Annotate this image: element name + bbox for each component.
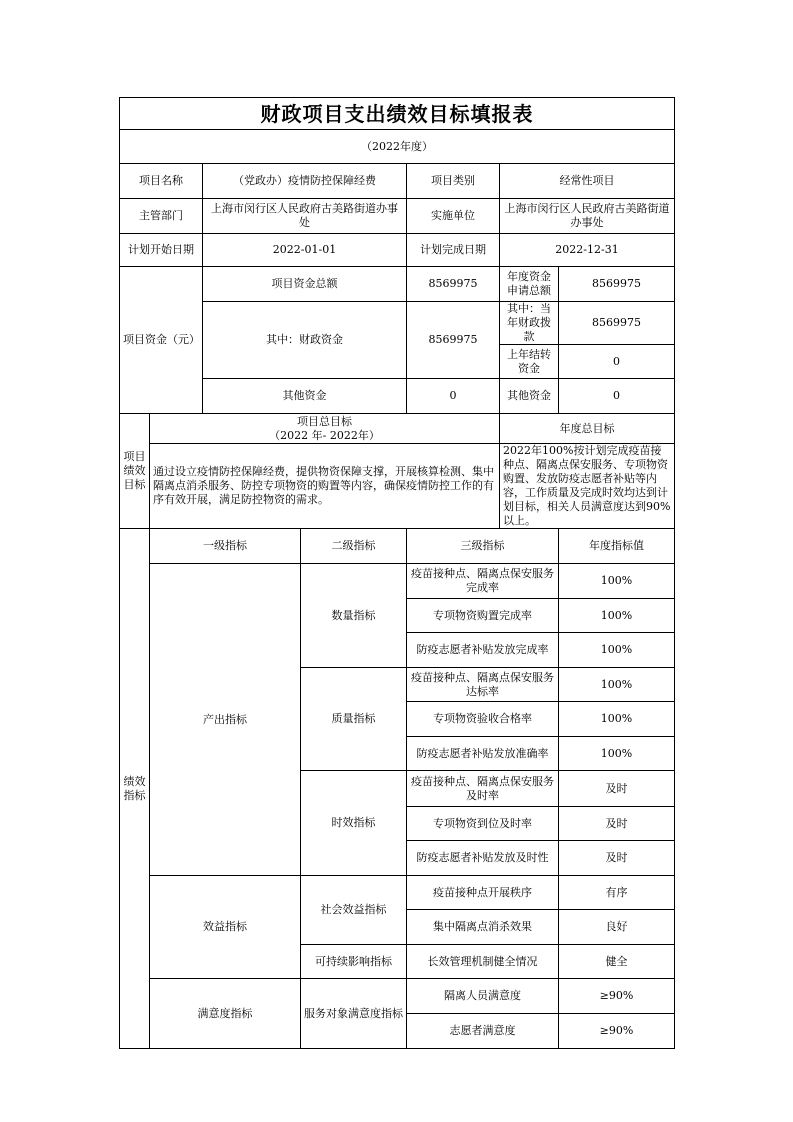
overall-goal-text: 通过设立疫情防控保障经费，提供物资保障支撑，开展核算检测、集中隔离点消杀服务、防控专项物资的购置等内容，确保疫情防控工作的有序有效开展，满足防控物资的需求。 xyxy=(150,444,500,529)
department-label: 主管部门 xyxy=(120,199,203,234)
indicator-name: 防疫志愿者补贴发放完成率 xyxy=(407,633,559,668)
indicator-name: 专项物资购置完成率 xyxy=(407,599,559,633)
indicator-name: 疫苗接种点开展秩序 xyxy=(407,876,559,910)
form-title: 财政项目支出绩效目标填报表 xyxy=(120,98,675,130)
overall-goal-period: （2022 年- 2022年） xyxy=(269,428,380,442)
goals-label: 项目绩效目标 xyxy=(120,414,150,529)
indicator-value: ≥90% xyxy=(559,979,675,1014)
indicator-name: 防疫志愿者补贴发放准确率 xyxy=(407,737,559,771)
annual-goal-text: 2022年100%按计划完成疫苗接种点、隔离点保安服务、专项物资购置、发放防疫志愿者补贴等内容，工作质量及完成时效均达到计划目标，相关人员满意度达到90%以上。 xyxy=(500,444,675,529)
indicator-value: ≥90% xyxy=(559,1014,675,1049)
header-annual-value: 年度指标值 xyxy=(559,529,675,564)
other-funds-label-2: 其他资金 xyxy=(500,379,559,414)
other-funds-value-2: 0 xyxy=(559,379,675,414)
fiscal-funds-label: 其中：财政资金 xyxy=(203,302,407,379)
implementing-unit-label: 实施单位 xyxy=(407,199,500,234)
project-type-label: 项目类别 xyxy=(407,164,500,199)
indicator-name: 疫苗接种点、隔离点保安服务完成率 xyxy=(407,564,559,599)
service-satisfaction-label: 服务对象满意度指标 xyxy=(301,979,407,1049)
annual-funds-label: 年度资金申请总额 xyxy=(500,267,559,302)
total-funds-value: 8569975 xyxy=(407,267,500,302)
quantity-indicator-label: 数量指标 xyxy=(301,564,407,668)
overall-goal-header xyxy=(150,414,500,444)
indicator-value: 及时 xyxy=(559,841,675,876)
indicator-name: 集中隔离点消杀效果 xyxy=(407,910,559,945)
funds-label: 项目资金（元） xyxy=(120,267,203,414)
indicator-name: 专项物资验收合格率 xyxy=(407,702,559,737)
output-indicator-label: 产出指标 xyxy=(150,564,301,876)
form-year: （2022年度） xyxy=(120,130,675,164)
indicator-name: 疫苗接种点、隔离点保安服务达标率 xyxy=(407,668,559,702)
indicator-name: 隔离人员满意度 xyxy=(407,979,559,1014)
carryover-funds-label: 上年结转资金 xyxy=(500,345,559,379)
indicator-name: 专项物资到位及时率 xyxy=(407,807,559,841)
indicators-label: 绩效指标 xyxy=(120,529,150,1049)
end-date-label: 计划完成日期 xyxy=(407,234,500,267)
fiscal-funds-value: 8569975 xyxy=(407,302,500,379)
end-date-value: 2022-12-31 xyxy=(500,234,675,267)
project-name-value: （党政办）疫情防控保障经费 xyxy=(203,164,407,199)
current-year-appropriation-value: 8569975 xyxy=(559,302,675,345)
indicator-value: 100% xyxy=(559,633,675,668)
benefit-indicator-label: 效益指标 xyxy=(150,876,301,979)
social-benefit-label: 社会效益指标 xyxy=(301,876,407,945)
other-funds-label: 其他资金 xyxy=(203,379,407,414)
indicator-name: 长效管理机制健全情况 xyxy=(407,945,559,979)
indicator-value: 有序 xyxy=(559,876,675,910)
department-value: 上海市闵行区人民政府古美路街道办事处 xyxy=(203,199,407,234)
indicator-value: 及时 xyxy=(559,771,675,807)
indicator-value: 及时 xyxy=(559,807,675,841)
indicator-value: 100% xyxy=(559,737,675,771)
indicator-name: 志愿者满意度 xyxy=(407,1014,559,1049)
quality-indicator-label: 质量指标 xyxy=(301,668,407,771)
start-date-label: 计划开始日期 xyxy=(120,234,203,267)
project-type-value: 经常性项目 xyxy=(500,164,675,199)
start-date-value: 2022-01-01 xyxy=(203,234,407,267)
overall-goal-label: 项目总目标 xyxy=(297,414,352,428)
indicator-value: 100% xyxy=(559,599,675,633)
indicator-value: 100% xyxy=(559,702,675,737)
indicator-value: 良好 xyxy=(559,910,675,945)
current-year-appropriation-label: 其中：当年财政拨款 xyxy=(500,302,559,345)
satisfaction-indicator-label: 满意度指标 xyxy=(150,979,301,1049)
implementing-unit-value: 上海市闵行区人民政府古美路街道办事处 xyxy=(500,199,675,234)
annual-goal-label: 年度总目标 xyxy=(500,414,675,444)
total-funds-label: 项目资金总额 xyxy=(203,267,407,302)
header-level-3: 三级指标 xyxy=(407,529,559,564)
annual-funds-value: 8569975 xyxy=(559,267,675,302)
timeliness-indicator-label: 时效指标 xyxy=(301,771,407,876)
sustainable-impact-label: 可持续影响指标 xyxy=(301,945,407,979)
performance-target-table xyxy=(119,97,675,1049)
indicator-value: 100% xyxy=(559,564,675,599)
carryover-funds-value: 0 xyxy=(559,345,675,379)
header-level-2: 二级指标 xyxy=(301,529,407,564)
indicator-name: 疫苗接种点、隔离点保安服务及时率 xyxy=(407,771,559,807)
project-name-label: 项目名称 xyxy=(120,164,203,199)
other-funds-value: 0 xyxy=(407,379,500,414)
indicator-value: 100% xyxy=(559,668,675,702)
header-level-1: 一级指标 xyxy=(150,529,301,564)
indicator-name: 防疫志愿者补贴发放及时性 xyxy=(407,841,559,876)
indicator-value: 健全 xyxy=(559,945,675,979)
